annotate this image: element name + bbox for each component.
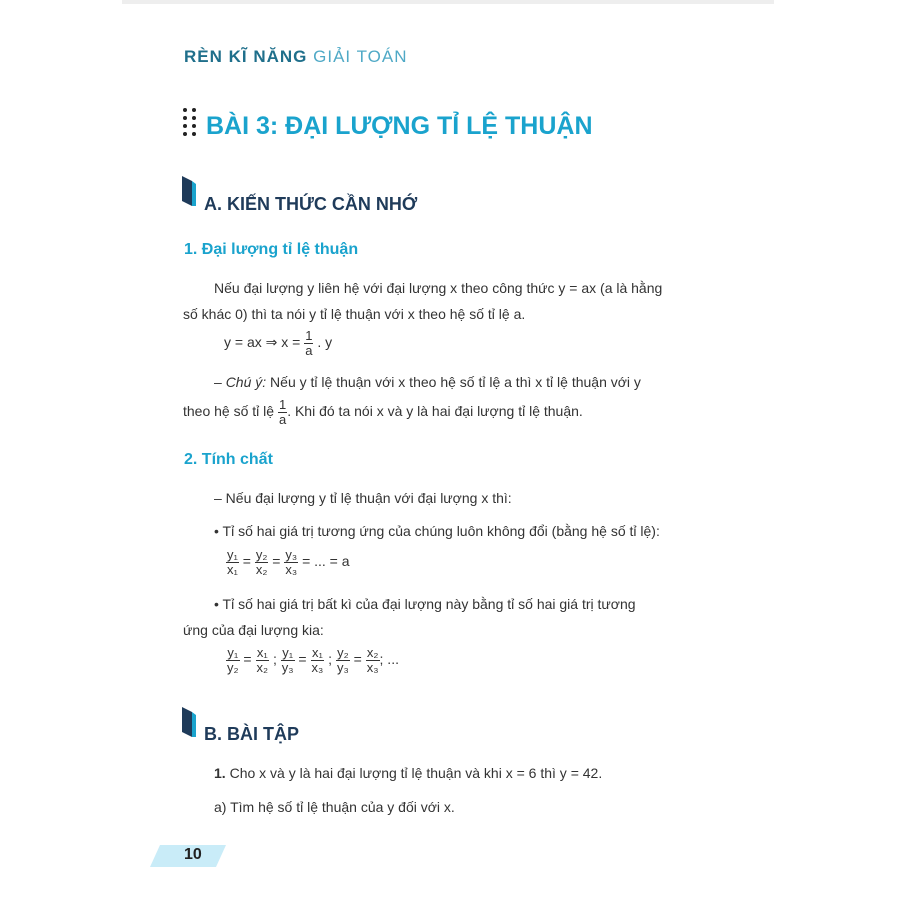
exercise-number: 1. bbox=[214, 765, 226, 781]
lesson-title: BÀI 3: ĐẠI LƯỢNG TỈ LỆ THUẬN bbox=[206, 112, 593, 140]
property-intro: – Nếu đại lượng y tỉ lệ thuận với đại lượng x thì: bbox=[214, 490, 512, 506]
header-prefix: RÈN KĨ NĂNG bbox=[184, 47, 308, 66]
fraction bbox=[366, 646, 380, 675]
fraction bbox=[336, 646, 350, 675]
section-a-heading: A. KIẾN THỨC CẦN NHỚ bbox=[204, 194, 418, 214]
fraction-denominator: x₃ bbox=[311, 660, 324, 675]
note-text-a: theo hệ số tỉ lệ bbox=[183, 403, 275, 420]
exercise-1a: a) Tìm hệ số tỉ lệ thuận của y đối với x. bbox=[214, 799, 455, 815]
fraction-denominator: x₃ bbox=[285, 562, 298, 577]
note-line-2 bbox=[183, 398, 583, 427]
fraction-numerator: y₂ bbox=[337, 645, 349, 660]
bullet-item: • Tỉ số hai giá trị bất kì của đại lượng này bằng tỉ số hai giá trị tương bbox=[214, 596, 636, 612]
fraction bbox=[284, 548, 298, 577]
header-suffix: GIẢI TOÁN bbox=[313, 47, 408, 66]
dots-ornament-icon bbox=[181, 107, 199, 139]
fraction bbox=[311, 646, 325, 675]
formula-inverse bbox=[224, 329, 332, 358]
running-header bbox=[184, 47, 407, 67]
note-text: Nếu y tỉ lệ thuận với x theo hệ số tỉ lệ a thì x tỉ lệ thuận với y bbox=[266, 374, 641, 390]
fraction-denominator: x₃ bbox=[366, 660, 379, 675]
fraction-denominator: x₂ bbox=[256, 660, 269, 675]
note-line bbox=[214, 374, 641, 390]
fraction-denominator: a bbox=[305, 343, 313, 358]
fraction-numerator: y₃ bbox=[285, 547, 298, 562]
note-text-b: . Khi đó ta nói x và y là hai đại lượng tỉ lệ thuận. bbox=[287, 403, 583, 420]
fraction-numerator: x₁ bbox=[311, 645, 323, 660]
fraction bbox=[281, 646, 295, 675]
fraction-numerator: x₁ bbox=[256, 645, 268, 660]
section-b-heading: B. BÀI TẬP bbox=[204, 724, 300, 744]
bullet-item: • Tỉ số hai giá trị tương ứng của chúng luôn không đổi (bằng hệ số tỉ lệ): bbox=[214, 523, 660, 539]
section-marker-icon bbox=[182, 176, 196, 206]
fraction bbox=[278, 398, 287, 427]
fraction bbox=[256, 646, 270, 675]
fraction-numerator: y₂ bbox=[255, 547, 268, 562]
exercise-1 bbox=[214, 765, 602, 781]
fraction-denominator: y₂ bbox=[227, 660, 239, 675]
note-label: Chú ý: bbox=[225, 374, 267, 390]
fraction-denominator: x₁ bbox=[227, 562, 238, 577]
page-top-edge bbox=[122, 0, 774, 4]
fraction-denominator: y₃ bbox=[336, 660, 349, 675]
fraction-denominator: y₃ bbox=[281, 660, 294, 675]
ratio-tail: ; ... bbox=[379, 651, 399, 668]
fraction bbox=[255, 548, 269, 577]
fraction-numerator: 1 bbox=[305, 328, 313, 343]
fraction-denominator: a bbox=[278, 412, 287, 427]
fraction bbox=[226, 548, 239, 577]
formula-right: . y bbox=[317, 334, 333, 351]
page-number: 10 bbox=[184, 846, 202, 863]
subsection-2-heading: 2. Tính chất bbox=[184, 451, 273, 468]
ratio-formula-1: $\frac{\text{y₁}}{\text{x₁}}$ = $\frac{\text{y₂}}{\text{x₂}}$ = $\frac{\text{y₃}}{\text{x₃}}$ = ... = a bbox=[227, 547, 350, 577]
subsection-1-heading: 1. Đại lượng tỉ lệ thuận bbox=[184, 241, 359, 258]
note-prefix: – bbox=[214, 374, 226, 390]
fraction-numerator: x₂ bbox=[366, 645, 379, 660]
section-marker-icon bbox=[182, 707, 196, 737]
ratio-tail: = ... = a bbox=[302, 553, 350, 570]
fraction bbox=[226, 646, 240, 675]
fraction-numerator: y₁ bbox=[282, 645, 294, 660]
fraction-numerator: 1 bbox=[278, 397, 287, 412]
formula-left: y = ax ⇒ x = bbox=[224, 334, 301, 351]
paragraph-line: Nếu đại lượng y liên hệ với đại lượng x theo công thức y = ax (a là hằng bbox=[214, 280, 663, 296]
ratio-formula-2: $\frac{\text{y₁}}{\text{y₂}}$ = $\frac{\text{x₁}}{\text{x₂}}$ ; $\frac{\text{y₁}}{\text{y₃}}$ = $\frac{\text{x₁}}{\text{x₃}}$ ; $\frac{\text{y₂}}{\text{y₃}}$ = $\frac{\text{x₂}}{\text{x₃}}$ ; ... bbox=[227, 645, 399, 675]
fraction-numerator: y₁ bbox=[227, 645, 239, 660]
fraction bbox=[304, 329, 313, 358]
bullet-item-continued: ứng của đại lượng kia: bbox=[183, 622, 324, 638]
fraction-numerator: y₁ bbox=[227, 547, 238, 562]
paragraph-line: số khác 0) thì ta nói y tỉ lệ thuận với x theo hệ số tỉ lệ a. bbox=[183, 306, 526, 322]
exercise-text: Cho x và y là hai đại lượng tỉ lệ thuận và khi x = 6 thì y = 42. bbox=[225, 765, 603, 781]
fraction-denominator: x₂ bbox=[255, 562, 268, 577]
